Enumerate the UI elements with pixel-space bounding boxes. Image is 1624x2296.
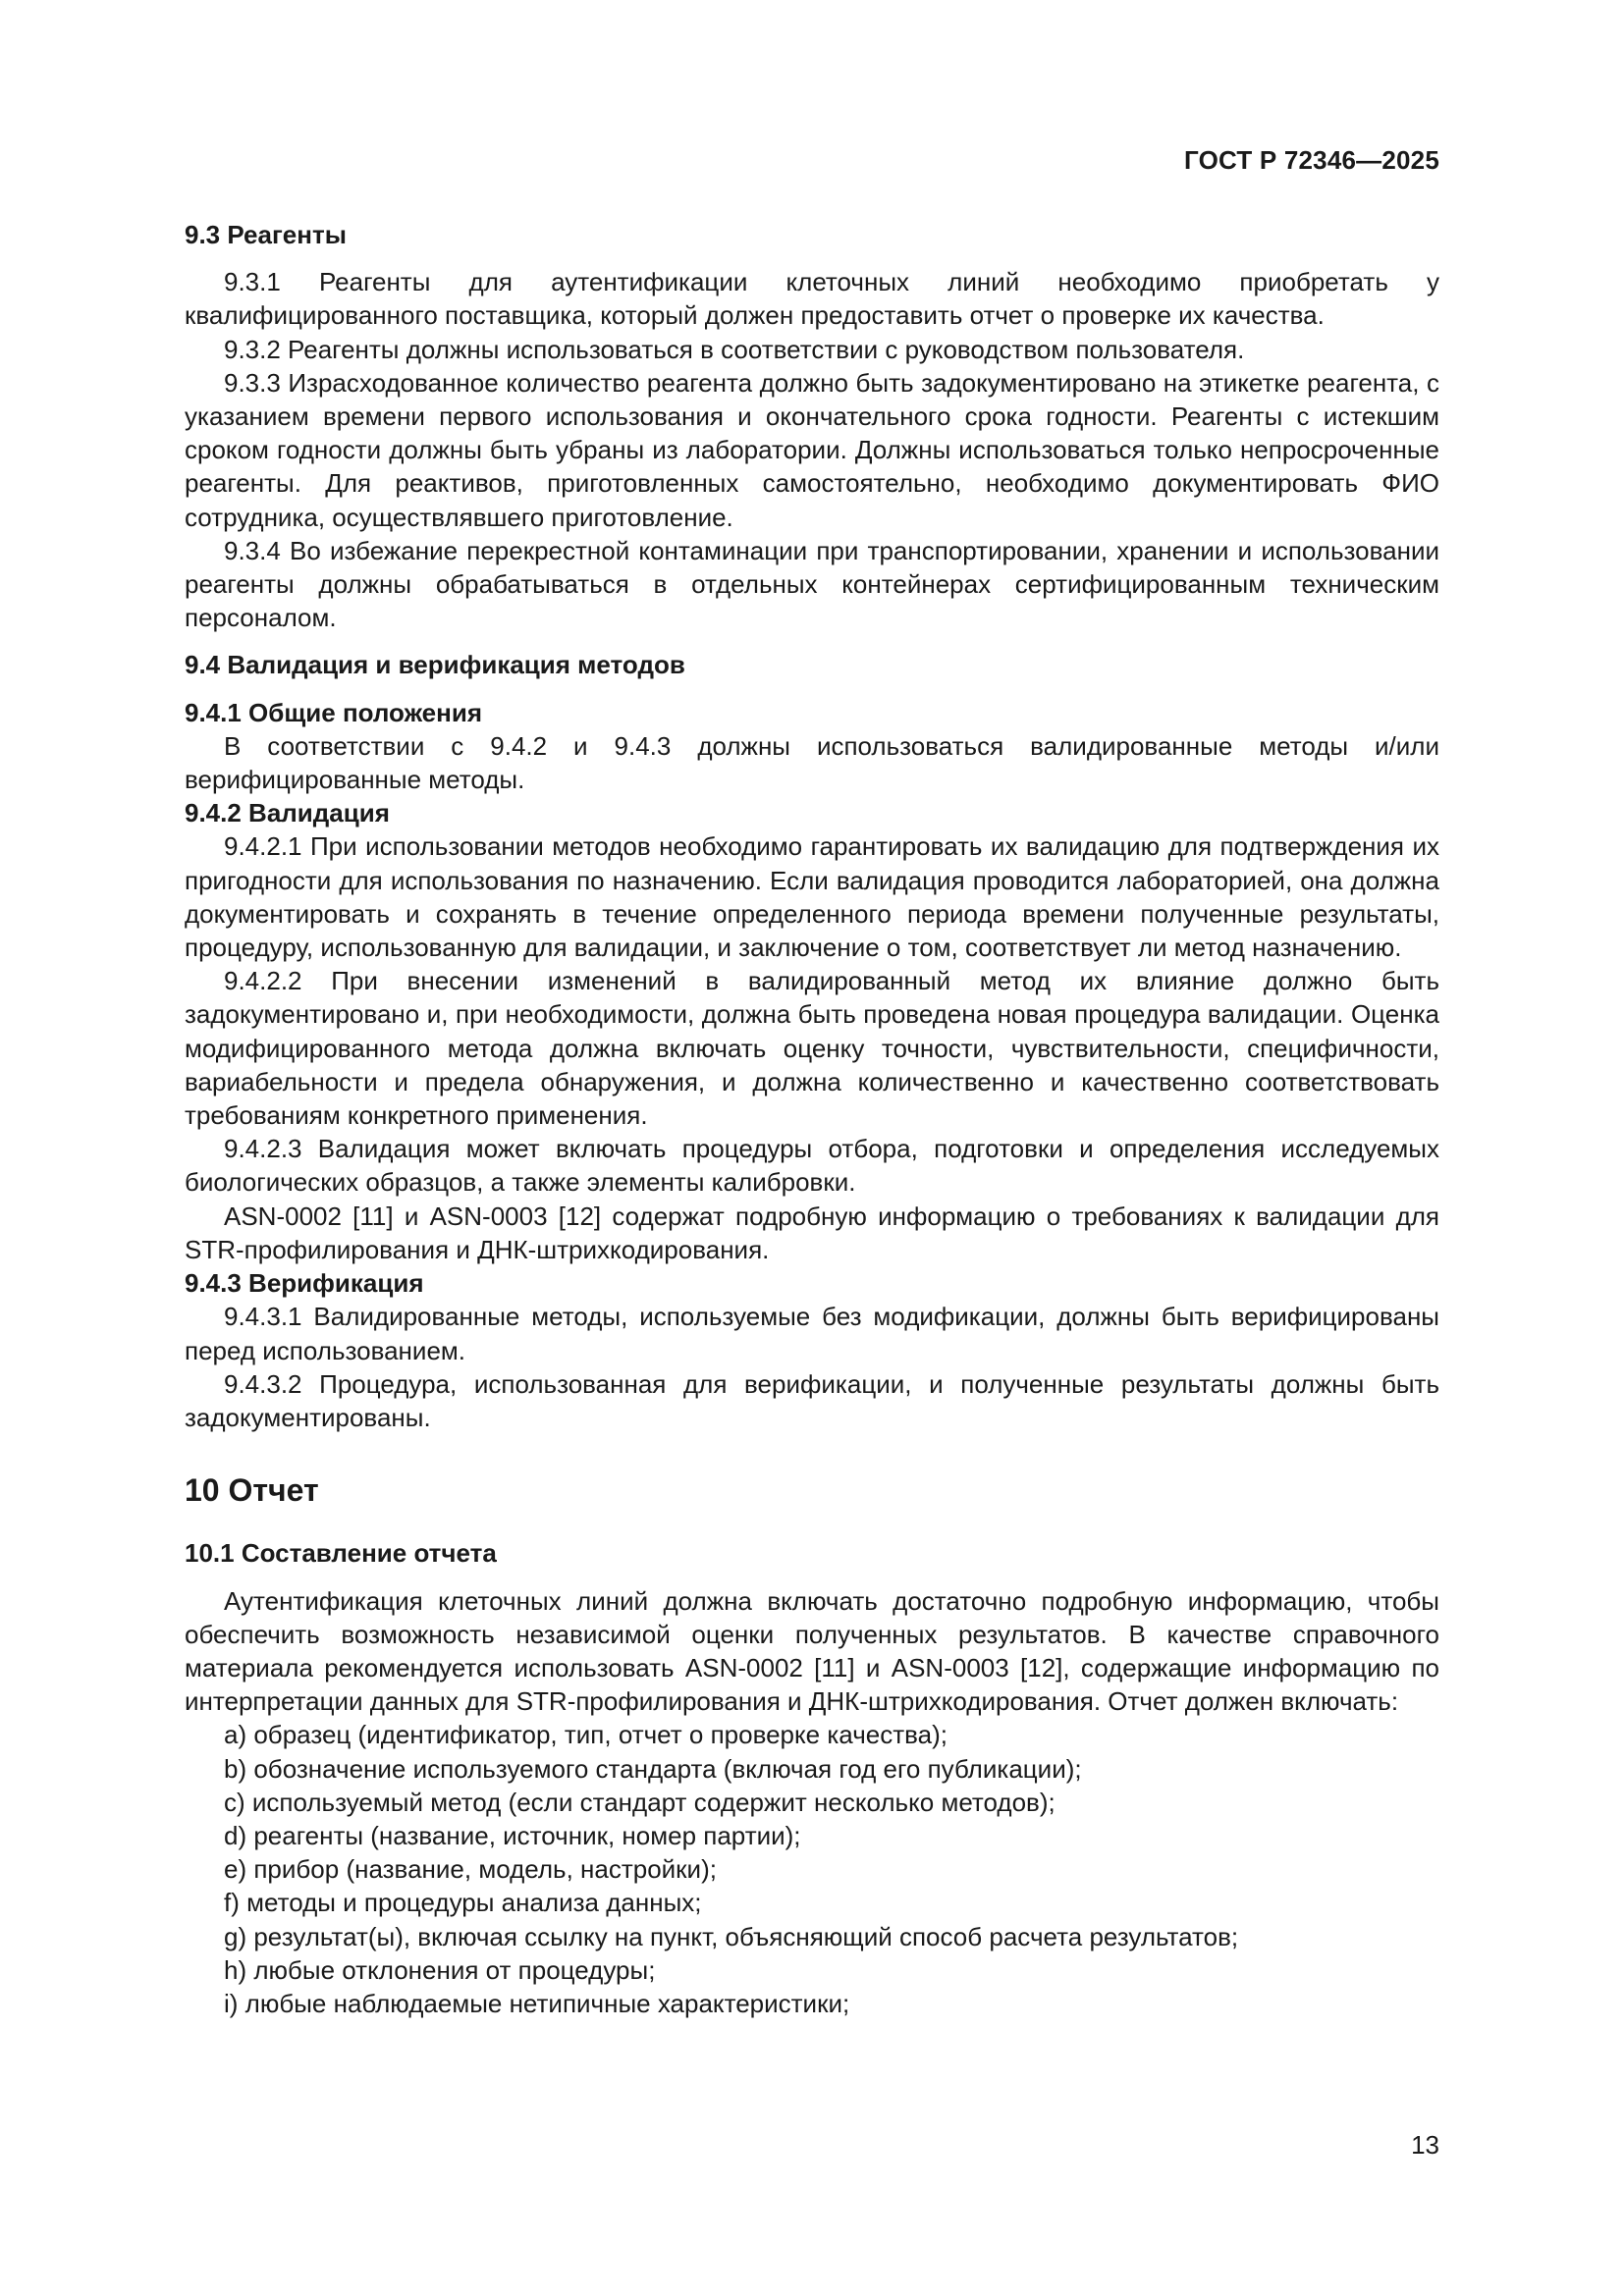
paragraph-9-4-1: В соответствии с 9.4.2 и 9.4.3 должны использоваться валидированные методы и/или верифицированные методы. — [185, 730, 1439, 795]
paragraph-asn-note: ASN-0002 [11] и ASN-0003 [12] содержат подробную информацию о требованиях к валидации для STR-профилирования и ДНК-штрихкодирования. — [185, 1201, 1439, 1264]
list-item: b) обозначение используемого стандарта (включая год его публикации); — [224, 1753, 1082, 1784]
list-item: h) любые отклонения от процедуры; — [224, 1954, 656, 1985]
page-number: 13 — [1411, 2130, 1439, 2160]
paragraph-9-4-3-2: 9.4.3.2 Процедура, использованная для верификации, и полученные результаты должны быть задокументированы. — [185, 1368, 1439, 1432]
list-item: i) любые наблюдаемые нетипичные характеристики; — [224, 1988, 850, 2018]
section-10-1-heading: 10.1 Составление отчета — [185, 1538, 497, 1569]
section-9-3-heading: 9.3 Реагенты — [185, 220, 347, 249]
section-9-4-heading: 9.4 Валидация и верификация методов — [185, 650, 685, 680]
list-item: g) результат(ы), включая ссылку на пункт, объясняющий способ расчета результатов; — [224, 1921, 1239, 1951]
list-item: e) прибор (название, модель, настройки); — [224, 1854, 717, 1885]
section-9-4-1-heading: 9.4.1 Общие положения — [185, 697, 482, 727]
section-10-heading: 10 Отчет — [185, 1472, 319, 1509]
list-item: d) реагенты (название, источник, номер партии); — [224, 1820, 801, 1850]
list-item: f) методы и процедуры анализа данных; — [224, 1888, 702, 1918]
document-code-header: ГОСТ Р 72346—2025 — [1184, 145, 1439, 175]
section-9-4-3-heading: 9.4.3 Верификация — [185, 1268, 424, 1299]
paragraph-9-3-3: 9.3.3 Израсходованное количество реагента должно быть задокументировано на этикетке реагента, с указанием времени первого использования и окончательного срока годности. Реагенты с истекшим сроком годности должны быть убраны из лаборатории. Должны использоваться только непросроченные реагенты. Для реактивов, приготовленных самостоятельно, необходимо документировать ФИО сотрудника, осуществлявшего приготовление. — [185, 367, 1439, 532]
report-contents-list — [185, 1718, 1439, 2020]
paragraph-9-4-2-1: 9.4.2.1 При использовании методов необходимо гарантировать их валидацию для подтверждения их пригодности для использования по назначению. Если валидация проводится лабораторией, она должна документировать и сохранять в течение определенного периода времени полученные результаты, процедуру, использованную для валидации, и заключение о том, соответствует ли метод назначению. — [185, 831, 1439, 963]
paragraph-10-1-intro: Аутентификация клеточных линий должна включать достаточно подробную информацию, чтобы обеспечить возможность независимой оценки полученных результатов. В качестве справочного материала рекомендуется использовать ASN-0002 [11] и ASN-0003 [12], содержащие информацию по интерпретации данных для STR-профилирования и ДНК-штрихкодирования. Отчет должен включать: — [185, 1585, 1439, 1717]
paragraph-9-3-1: 9.3.1 Реагенты для аутентификации клеточных линий необходимо приобретать у квалифицированного поставщика, который должен предоставить отчет о проверке их качества. — [185, 267, 1439, 331]
list-item: a) образец (идентификатор, тип, отчет о проверке качества); — [224, 1720, 947, 1750]
paragraph-9-4-3-1: 9.4.3.1 Валидированные методы, используемые без модификации, должны быть верифицированы перед использованием. — [185, 1302, 1439, 1365]
paragraph-9-4-2-3: 9.4.2.3 Валидация может включать процедуры отбора, подготовки и определения исследуемых биологических образцов, а также элементы калибровки. — [185, 1134, 1439, 1198]
section-9-4-2-heading: 9.4.2 Валидация — [185, 798, 390, 828]
paragraph-9-4-2-2: 9.4.2.2 При внесении изменений в валидированный метод их влияние должно быть задокументировано и, при необходимости, должна быть проведена новая процедура валидации. Оценка модифицированного метода должна включать оценку точности, чувствительности, специфичности, вариабельности и предела обнаружения, и должна количественно и качественно соответствовать требованиям конкретного применения. — [185, 966, 1439, 1131]
page-content — [185, 218, 1439, 2020]
paragraph-9-3-2: 9.3.2 Реагенты должны использоваться в соответствии с руководством пользователя. — [224, 334, 1245, 364]
paragraph-9-3-4: 9.3.4 Во избежание перекрестной контаминации при транспортировании, хранении и использовании реагенты должны обрабатываться в отдельных контейнерах сертифицированным техническим персоналом. — [185, 535, 1439, 633]
list-item: c) используемый метод (если стандарт содержит несколько методов); — [224, 1787, 1056, 1817]
